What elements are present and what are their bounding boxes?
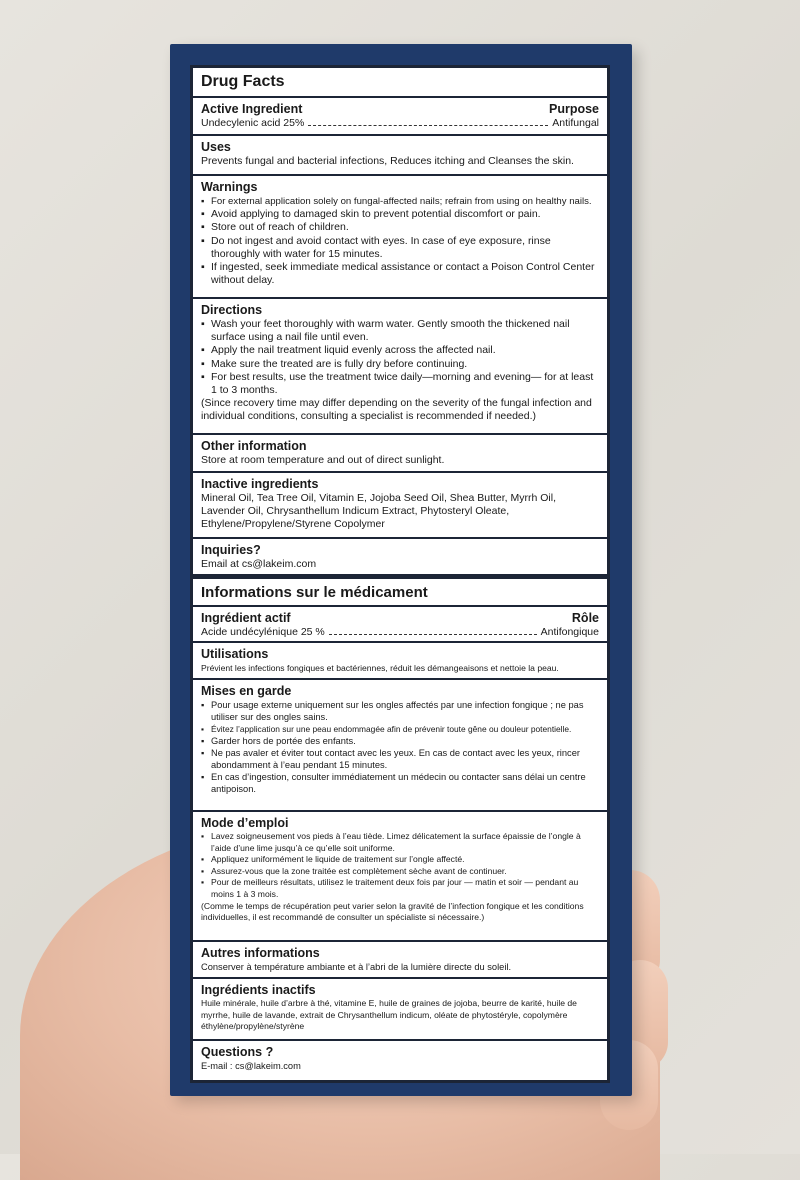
en-active-header: Active Ingredient: [201, 102, 303, 116]
list-item: ▪ Apply the nail treatment liquid evenly across the affected nail.: [201, 344, 599, 357]
list-item: ▪ Lavez soigneusement vos pieds à l’eau tiède. Limez délicatement la surface épaissie de l’ongle à l’aide d’une lime jusqu’à ce qu’elle soit uniforme.: [201, 831, 599, 854]
list-item: ▪ Pour usage externe uniquement sur les ongles affectés par une infection fongique ; ne pas utiliser sur des ongles sains.: [201, 699, 599, 723]
list-item: ▪ For best results, use the treatment twice daily—morning and evening— for at least 1 to 3 months.: [201, 371, 599, 397]
en-inquiries-section: [193, 539, 607, 579]
fr-directions-note: (Comme le temps de récupération peut varier selon la gravité de l’infection fongique et les conditions individuelles, il est recommandé de consulter un spécialiste si nécessaire.): [201, 900, 584, 923]
fr-warnings-section: [193, 680, 607, 812]
list-item: ▪ Wash your feet thoroughly with warm water. Gently smooth the thickened nail surface using a nail file until even.: [201, 318, 599, 344]
list-item: ▪ Ne pas avaler et éviter tout contact avec les yeux. En cas de contact avec les yeux, rincer abondamment à l’eau pendant 15 minutes.: [201, 747, 599, 771]
en-other-heading: Other information: [201, 439, 307, 453]
fr-active-header: Ingrédient actif: [201, 611, 291, 625]
list-item: ▪ Make sure the treated are is fully dry before continuing.: [201, 358, 599, 371]
list-item: ▪ If ingested, seek immediate medical assistance or contact a Poison Control Center without delay.: [201, 261, 599, 287]
en-purpose: Antifungal: [552, 117, 599, 129]
fr-directions-heading: Mode d’emploi: [201, 816, 289, 830]
fr-inactive-text: Huile minérale, huile d’arbre à thé, vitamine E, huile de graines de jojoba, beurre de karité, huile de myrrhe, huile de lavande, extrait de Chrysanthellum indicum, oléate de phytostéryle, copolymère éthylène/propylène/styrène: [201, 998, 577, 1032]
en-directions-section: [193, 299, 607, 435]
fr-purpose: Antifongique: [540, 626, 599, 638]
fr-inactive-heading: Ingrédients inactifs: [201, 983, 316, 997]
list-item: ▪ Do not ingest and avoid contact with eyes. In case of eye exposure, rinse thoroughly with water for 15 minutes.: [201, 235, 599, 261]
en-other-text: Store at room temperature and out of direct sunlight.: [201, 454, 445, 466]
fr-active-section: [193, 607, 607, 643]
fr-inactive-section: [193, 979, 607, 1041]
fr-other-heading: Autres informations: [201, 946, 320, 960]
fr-questions-section: [193, 1041, 607, 1079]
fr-uses-section: [193, 643, 607, 680]
fr-other-section: [193, 942, 607, 979]
en-active-section: [193, 98, 607, 136]
en-inactive-text: Mineral Oil, Tea Tree Oil, Vitamin E, Jojoba Seed Oil, Shea Butter, Myrrh Oil, Lavender Oil, Chrysanthellum Indicum Extract, Phytosteryl Oleate, Ethylene/Propylene/Styrene Copolymer: [201, 492, 557, 531]
fr-uses-heading: Utilisations: [201, 647, 269, 661]
fr-title-text: Informations sur le médicament: [201, 584, 428, 601]
fr-uses-text: Prévient les infections fongiques et bactériennes, réduit les démangeaisons et nettoie la peau.: [201, 663, 559, 673]
en-inactive-heading: Inactive ingredients: [201, 477, 319, 491]
en-uses-text: Prevents fungal and bacterial infections, Reduces itching and Cleanses the skin.: [201, 155, 574, 167]
list-item: ▪ Avoid applying to damaged skin to prevent potential discomfort or pain.: [201, 208, 599, 221]
list-item: ▪ Store out of reach of children.: [201, 221, 599, 234]
list-item: ▪ Pour de meilleurs résultats, utilisez le traitement deux fois par jour — matin et soir — pendant au moins 1 à 3 mois.: [201, 877, 599, 900]
en-title: [193, 68, 607, 98]
list-item: ▪ Appliquez uniformément le liquide de traitement sur l’ongle affecté.: [201, 854, 599, 866]
list-item: ▪ Assurez-vous que la zone traitée est complètement sèche avant de continuer.: [201, 866, 599, 878]
en-other-section: [193, 435, 607, 473]
en-uses-heading: Uses: [201, 140, 231, 154]
en-inactive-section: [193, 473, 607, 539]
list-item: ▪ For external application solely on fungal-affected nails; refrain from using on healthy nails.: [201, 195, 599, 208]
fr-other-text: Conserver à température ambiante et à l’abri de la lumière directe du soleil.: [201, 962, 512, 972]
list-item: ▪ Garder hors de portée des enfants.: [201, 735, 599, 747]
en-purpose-header: Purpose: [548, 102, 599, 116]
en-warnings-heading: Warnings: [201, 180, 258, 194]
list-item: ▪ En cas d’ingestion, consulter immédiatement un médecin ou contacter sans délai un centre antipoison.: [201, 771, 599, 795]
en-inquiries-heading: Inquiries?: [201, 543, 261, 557]
en-directions-note: (Since recovery time may differ depending on the severity of the fungal infection and individual conditions, consulting a specialist is recommended if needed.): [201, 397, 592, 423]
en-active: Undecylenic acid 25%: [201, 117, 305, 129]
fr-questions-heading: Questions ?: [201, 1045, 274, 1059]
list-item: ▪ Évitez l’application sur une peau endommagée afin de prévenir toute gêne ou douleur potentielle.: [201, 723, 599, 735]
en-title-text: Drug Facts: [201, 73, 285, 90]
en-warnings-section: [193, 176, 607, 299]
en-inquiries-text: Email at cs@lakeim.com: [201, 558, 317, 570]
fr-active: Acide undécylénique 25 %: [201, 626, 325, 638]
fr-warnings-heading: Mises en garde: [201, 684, 292, 698]
en-uses-section: [193, 136, 607, 176]
fr-purpose-header: Rôle: [571, 611, 599, 625]
fr-title: [193, 579, 607, 607]
fr-questions-text: E-mail : cs@lakeim.com: [201, 1061, 301, 1071]
drug-facts-label: [190, 65, 610, 1083]
en-directions-heading: Directions: [201, 303, 263, 317]
fr-directions-section: [193, 812, 607, 942]
